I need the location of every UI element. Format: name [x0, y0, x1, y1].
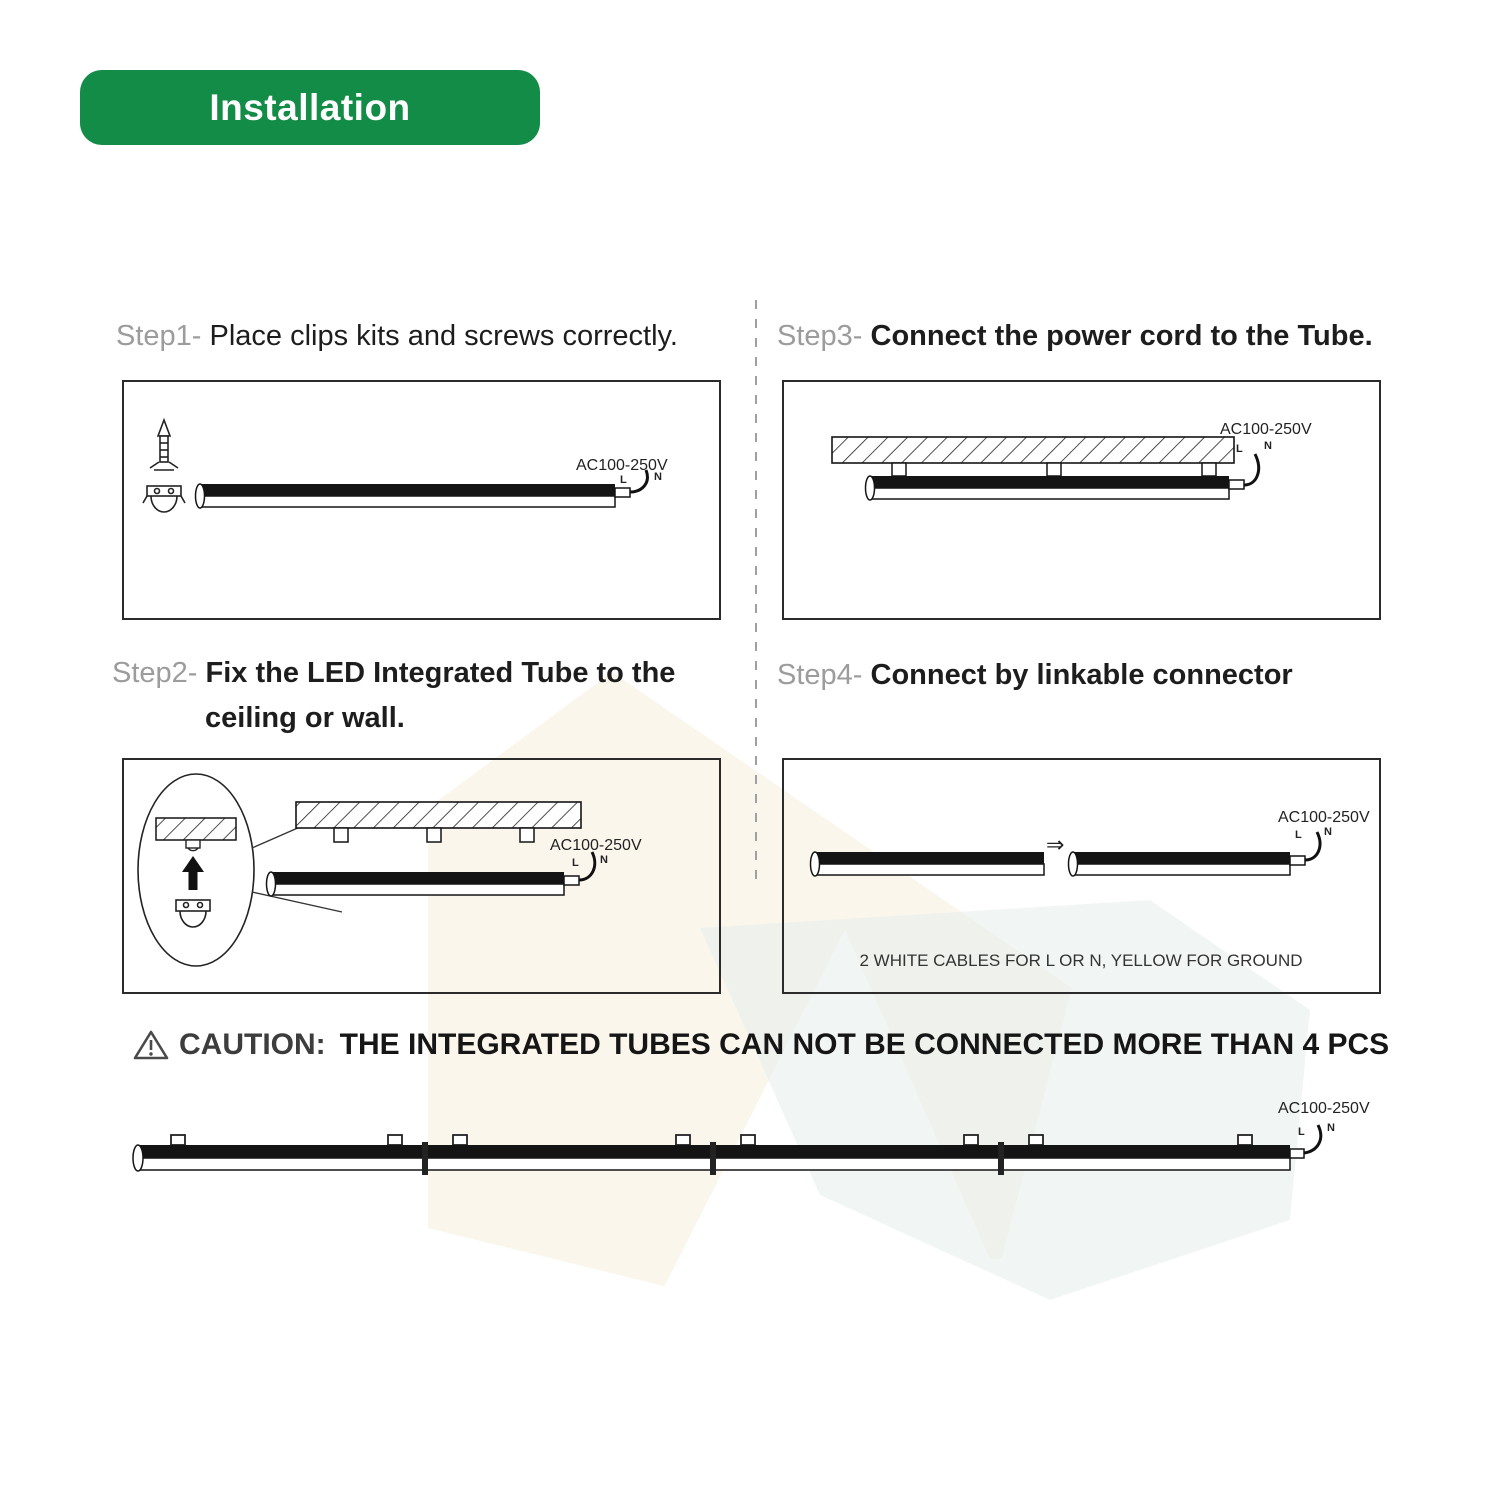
step4-diagram-box — [782, 758, 1381, 994]
power-cord — [1244, 454, 1259, 485]
step3-label: Step3- — [777, 320, 863, 352]
wiring-caption: 2 WHITE CABLES FOR L OR N, YELLOW FOR GROUND — [859, 951, 1303, 970]
step1-diagram — [124, 382, 719, 618]
tube-joint-1 — [422, 1142, 428, 1175]
step2-title-line1: Fix the LED Integrated Tube to the — [205, 657, 676, 689]
step3-diagram — [784, 382, 1379, 618]
caution-note — [133, 1028, 1389, 1062]
tube-end-cap — [267, 872, 276, 896]
step2-title-line2: ceiling or wall. — [205, 702, 405, 734]
step1-diagram-box — [122, 380, 721, 620]
tube-end-cap — [196, 484, 205, 508]
tube-end-cap — [133, 1145, 143, 1171]
step4-title: Connect by linkable connector — [870, 659, 1293, 691]
power-cord — [579, 852, 595, 880]
step1-label: Step1- — [116, 320, 202, 352]
power-label: AC100-250V — [1220, 421, 1312, 438]
power-cord — [1305, 832, 1320, 860]
neutral-label: N — [600, 854, 608, 866]
neutral-label: N — [1264, 440, 1272, 452]
step1-title: Place clips kits and screws correctly. — [209, 320, 678, 352]
mini-clip-icon — [186, 840, 200, 851]
led-tube — [196, 484, 631, 508]
tube-joint-3 — [998, 1142, 1004, 1175]
tube-end-cap — [1069, 852, 1078, 876]
step3-diagram-box — [782, 380, 1381, 620]
led-tube — [866, 476, 1245, 500]
step3-title: Connect the power cord to the Tube. — [870, 320, 1373, 352]
led-tube — [267, 872, 580, 896]
step2-diagram-box — [122, 758, 721, 994]
led-tube-run — [133, 1142, 1304, 1175]
power-label: AC100-250V — [576, 457, 668, 474]
tube-end-cap — [866, 476, 875, 500]
line-label: L — [1236, 443, 1243, 455]
screw-icon — [150, 420, 178, 470]
linked-tubes-diagram — [120, 1085, 1480, 1215]
led-tube-left — [811, 852, 1045, 876]
step3-heading — [777, 318, 1373, 355]
caution-text: THE INTEGRATED TUBES CAN NOT BE CONNECTED MORE THAN 4 PCS — [339, 1028, 1390, 1061]
line-label: L — [1298, 1126, 1305, 1138]
step1-heading — [116, 318, 678, 355]
column-divider — [755, 300, 757, 888]
led-tube-right — [1069, 852, 1306, 876]
ceiling-hatch — [832, 437, 1234, 463]
ceiling-clips — [334, 828, 534, 842]
neutral-label: N — [654, 471, 662, 483]
power-label: AC100-250V — [1278, 1100, 1370, 1117]
warning-triangle-icon — [133, 1029, 169, 1061]
installation-badge — [80, 70, 540, 145]
caution-prefix: CAUTION: — [179, 1028, 326, 1061]
step2-label: Step2- — [112, 657, 198, 689]
step4-label: Step4- — [777, 659, 863, 691]
line-label: L — [572, 857, 579, 869]
mini-ceiling-hatch — [156, 818, 236, 840]
step2-heading — [112, 655, 675, 692]
tube-connector — [615, 488, 630, 497]
tube-end-cap — [811, 852, 820, 876]
neutral-label: N — [1324, 826, 1332, 838]
line-label: L — [620, 474, 627, 486]
mounting-clip-icon — [143, 486, 185, 512]
step4-heading — [777, 657, 1293, 694]
step4-diagram — [784, 760, 1379, 992]
ceiling-clips — [892, 463, 1216, 476]
power-label: AC100-250V — [1278, 809, 1370, 826]
step2-diagram — [124, 760, 719, 992]
up-arrow-icon — [182, 856, 204, 890]
tube-connector — [1290, 856, 1305, 865]
tube-connector — [1229, 480, 1244, 489]
ceiling-hatch — [296, 802, 581, 828]
power-label: AC100-250V — [550, 837, 642, 854]
step2-heading-line2 — [205, 700, 405, 737]
power-cord — [1304, 1125, 1321, 1153]
tube-connector — [1290, 1149, 1304, 1158]
link-arrow-icon: ⇒ — [1046, 832, 1065, 857]
installation-badge-label: Installation — [209, 86, 411, 128]
line-label: L — [1295, 829, 1302, 841]
neutral-label: N — [1327, 1122, 1335, 1134]
mounting-clip-icon — [176, 900, 210, 927]
tube-connector — [564, 876, 579, 885]
tube-joint-2 — [710, 1142, 716, 1175]
